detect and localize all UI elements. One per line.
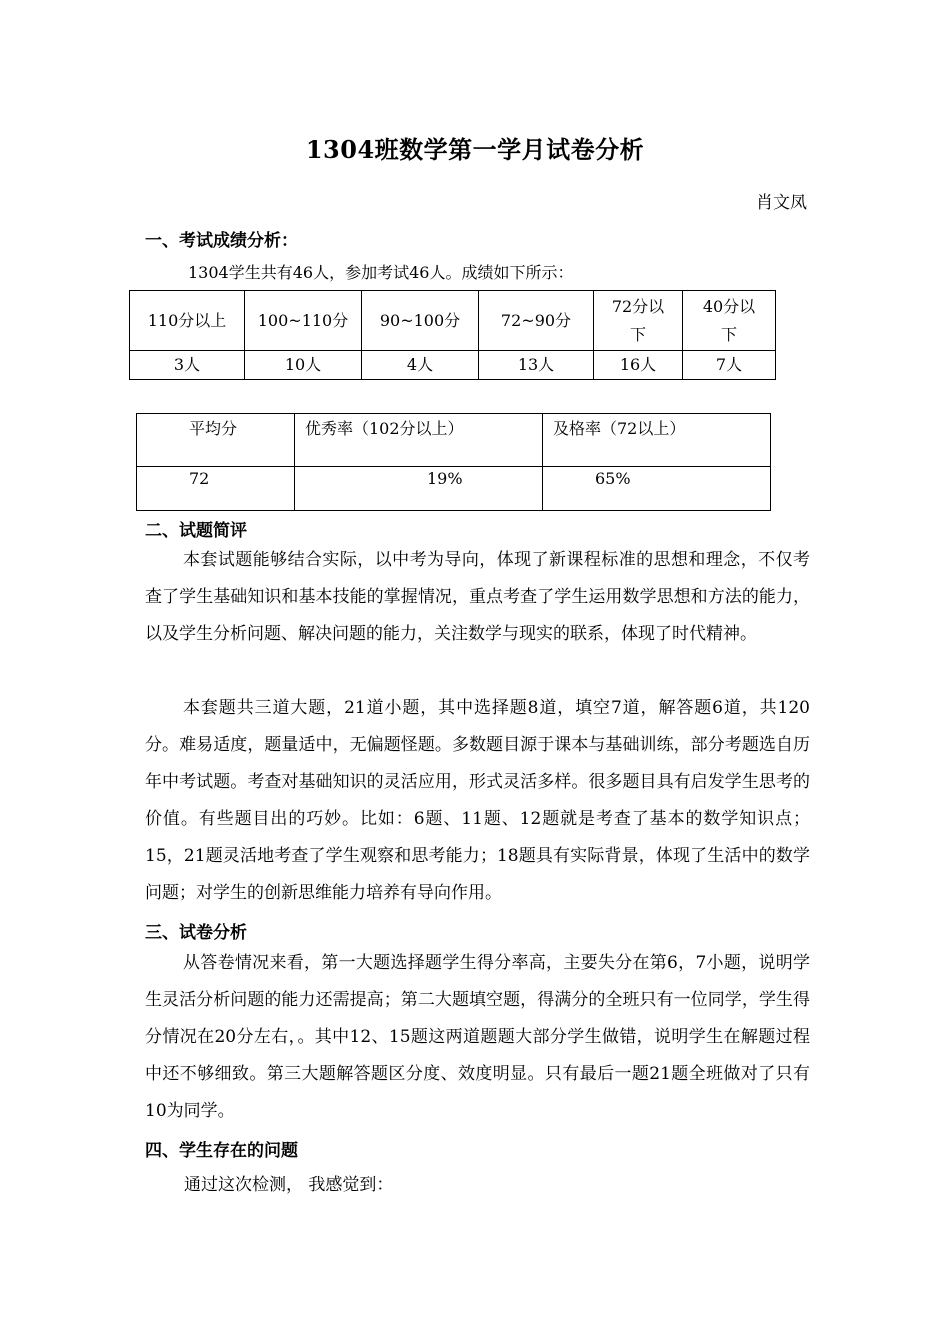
student-count-row: [130, 351, 776, 380]
score-distribution-table: [129, 290, 776, 380]
excellent-rate-header: 优秀率（102分以上）: [295, 414, 543, 467]
average-score-value: 72: [137, 467, 295, 511]
student-count-cell: 16人: [594, 351, 683, 380]
document-title: 1304班数学第一学月试卷分析: [305, 135, 645, 164]
section-heading-paper-analysis: 三、试卷分析: [145, 923, 247, 943]
score-range-cell: 110分以上: [130, 291, 245, 351]
statistics-value-row: [137, 467, 771, 511]
student-count-cell: 10人: [245, 351, 362, 380]
question-review-paragraph: 本套试题能够结合实际，以中考为导向，体现了新课程标准的思想和理念，不仅考查了学生基础知识和基本技能的掌握情况，重点考查了学生运用数学思想和方法的能力，以及学生分析问题、解决问题的能力，关注数学与现实的联系，体现了时代精神。: [145, 550, 810, 644]
excellent-rate-value: 19%: [295, 467, 543, 511]
score-range-cell: 72分以下: [611, 296, 665, 344]
average-score-header: 平均分: [137, 414, 295, 467]
score-range-cell: 100~110分: [245, 291, 362, 351]
score-intro-text: 1304学生共有46人，参加考试46人。成绩如下所示：: [188, 263, 574, 282]
score-range-cell: 40分以下: [702, 296, 756, 344]
student-count-cell: 3人: [130, 351, 245, 380]
score-range-row: [130, 291, 776, 351]
paper-analysis-paragraph: 从答卷情况来看，第一大题选择题学生得分率高，主要失分在第6，7小题，说明学生灵活分析问题的能力还需提高；第二大题填空题，得满分的全班只有一位同学，学生得分情况在20分左右，。其中12、15题这两道题题大部分学生做错，说明学生在解题过程中还不够细致。第三大题解答题区分度、效度明显。只有最后一题21题全班做对了只有10为同学。: [145, 953, 810, 1121]
student-count-cell: 4人: [362, 351, 479, 380]
score-range-cell: 72~90分: [479, 291, 594, 351]
section-heading-student-problems: 四、学生存在的问题: [145, 1141, 298, 1161]
question-review-paragraph: 本套题共三道大题，21道小题，其中选择题8道，填空7道，解答题6道，共120分。难易适度，题量适中，无偏题怪题。多数题目源于课本与基础训练，部分考题选自历年中考试题。考查对基础知识的灵活应用，形式灵活多样。很多题目具有启发学生思考的价值。有些题目出的巧妙。比如：6题、11题、12题就是考查了基本的数学知识点；15，21题灵活地考查了学生观察和思考能力；18题具有实际背景，体现了生活中的数学问题；对学生的创新思维能力培养有导向作用。: [145, 698, 810, 903]
section-heading-question-review: 二、试题简评: [145, 521, 247, 541]
score-range-cell: 90~100分: [362, 291, 479, 351]
student-count-cell: 7人: [683, 351, 776, 380]
pass-rate-value: 65%: [543, 467, 771, 511]
pass-rate-header: 及格率（72以上）: [543, 414, 771, 467]
student-count-cell: 13人: [479, 351, 594, 380]
score-statistics-table: [136, 413, 771, 511]
statistics-header-row: [137, 414, 771, 467]
section-heading-score-analysis: 一、考试成绩分析：: [145, 231, 298, 251]
student-problems-intro: 通过这次检测， 我感觉到：: [184, 1175, 394, 1195]
author-name: 肖文凤: [756, 193, 807, 213]
